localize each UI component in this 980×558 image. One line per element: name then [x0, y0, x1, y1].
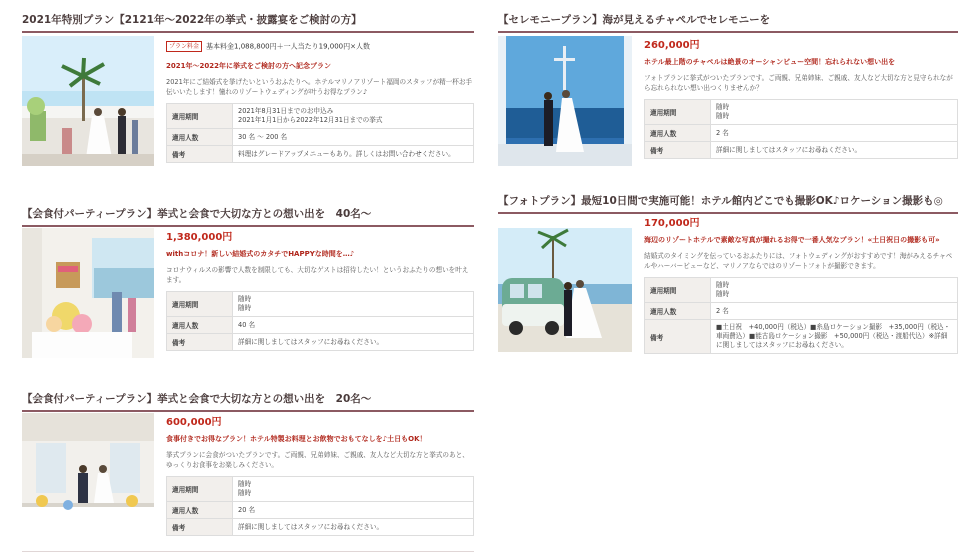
plan-photo-chapel[interactable] — [498, 36, 632, 166]
fee-line — [166, 36, 474, 55]
plan-lead: 海辺のリゾートホテルで素敵な写真が撮れるお得で一番人気なプラン！«土日祝日の撮影も可» — [644, 236, 940, 244]
spec-row-notes — [167, 146, 474, 163]
spec-label: 適用期間 — [167, 104, 233, 129]
plan-card-special-2021 — [22, 12, 474, 33]
spec-label: 適用期間 — [167, 477, 233, 502]
spec-label: 適用人数 — [167, 502, 233, 519]
plan-photo-terrace-wedding[interactable] — [22, 36, 154, 166]
plan-info — [166, 413, 474, 536]
plan-photo-party-table[interactable] — [22, 228, 154, 358]
plan-lead: 2021年〜2022年に挙式をご検討の方へ記念プラン — [166, 62, 331, 70]
spec-row-notes — [645, 320, 958, 354]
plan-price: 1,380,000円 — [166, 232, 233, 243]
spec-label: 適用人数 — [645, 125, 711, 142]
spec-row-guests — [645, 125, 958, 142]
spec-value: 随時 随時 — [233, 477, 474, 502]
spec-label: 適用人数 — [167, 317, 233, 334]
spec-row-period — [167, 292, 474, 317]
spec-value: 2 名 — [711, 303, 958, 320]
plan-spec-table — [166, 103, 474, 163]
plan-photo-vintage-van[interactable] — [498, 228, 632, 352]
spec-label: 備考 — [645, 142, 711, 159]
spec-row-period — [645, 100, 958, 125]
spec-row-notes — [167, 334, 474, 351]
fee-badge: プラン料金 — [166, 41, 202, 52]
plan-title[interactable]: 2021年特別プラン【2121年〜2022年の挙式・披露宴をご検討の方】 — [22, 12, 474, 33]
spec-row-guests — [167, 502, 474, 519]
spec-value: 詳細に関しましてはスタッフにお尋ねください。 — [233, 519, 474, 536]
spec-label: 備考 — [167, 334, 233, 351]
spec-row-period — [167, 104, 474, 129]
fee-text: 基本料金1,088,800円＋一人当たり19,000円×人数 — [206, 42, 370, 51]
plan-info — [166, 36, 474, 163]
plan-price: 260,000円 — [644, 40, 700, 51]
chapel-image — [498, 36, 632, 166]
plan-card-party-40 — [22, 206, 474, 227]
spec-value: 随時 随時 — [233, 292, 474, 317]
spec-row-notes — [645, 142, 958, 159]
spec-value: 詳細に関しましてはスタッフにお尋ねください。 — [233, 334, 474, 351]
spec-label: 備考 — [645, 320, 711, 354]
spec-value: 2021年8月31日までのお申込み 2021年1月1日から2022年12月31日までの挙式 — [233, 104, 474, 129]
vintage-van-image — [498, 228, 632, 352]
party-table-image — [22, 228, 154, 358]
plan-photo-banquet-hall[interactable] — [22, 413, 154, 543]
spec-value: 30 名 〜 200 名 — [233, 129, 474, 146]
spec-row-period — [167, 477, 474, 502]
plan-lead: 食事付きでお得なプラン！ホテル特製お料理とお飲物でおもてなしを♪土日もOK！ — [166, 435, 427, 443]
spec-row-guests — [167, 317, 474, 334]
spec-value: 料理はグレードアップメニューもあり。詳しくはお問い合わせください。 — [233, 146, 474, 163]
plan-title[interactable]: 【会食付パーティープラン】挙式と会食で大切な方との想い出を 20名〜 — [22, 391, 474, 412]
bottom-divider — [22, 551, 474, 552]
spec-value: 2 名 — [711, 125, 958, 142]
plan-card-party-20 — [22, 391, 474, 412]
plan-info — [644, 214, 958, 354]
terrace-wedding-image — [22, 36, 154, 166]
plan-lead: withコロナ！新しい結婚式のカタチでHAPPYな時間を…♪ — [166, 250, 355, 258]
spec-row-guests — [645, 303, 958, 320]
plan-price: 170,000円 — [644, 218, 700, 229]
plan-spec-table — [166, 476, 474, 536]
spec-value: 40 名 — [233, 317, 474, 334]
spec-label: 適用人数 — [645, 303, 711, 320]
spec-label: 適用人数 — [167, 129, 233, 146]
plan-card-photo — [498, 193, 958, 214]
plan-title[interactable]: 【会食付パーティープラン】挙式と会食で大切な方との想い出を 40名〜 — [22, 206, 474, 227]
plan-spec-table — [644, 277, 958, 354]
spec-value: 随時 随時 — [711, 278, 958, 303]
plan-description: フォトプランに挙式がついたプランです。ご両親、兄弟姉妹、ご親戚、友人など大切な方と見守られながら忘れられない想い出つくりませんか？ — [644, 74, 953, 92]
spec-row-notes — [167, 519, 474, 536]
plan-spec-table — [166, 291, 474, 351]
plan-price: 600,000円 — [166, 417, 222, 428]
spec-value: 詳細に関しましてはスタッフにお尋ねください。 — [711, 142, 958, 159]
spec-label: 備考 — [167, 146, 233, 163]
plan-info — [166, 228, 474, 351]
spec-label: 適用期間 — [167, 292, 233, 317]
spec-label: 適用期間 — [645, 100, 711, 125]
plan-spec-table — [644, 99, 958, 159]
plan-description: 挙式プランに会食がついたプランです。ご両親、兄弟姉妹、ご親戚、友人など大切な方と挙式のあと、ゆっくりお食事をお楽しみください。 — [166, 451, 469, 469]
plan-title[interactable]: 【フォトプラン】最短10日間で実施可能！ホテル館内どこでも撮影OK♪ロケーション撮影も◎ — [498, 193, 958, 214]
plan-description: 結婚式のタイミングを伝っているおふたりには、フォトウェディングがおすすめです！海がみえるチャペルやハーバービューなど、マリノアならではのリゾートフォトが撮影できます。 — [644, 252, 953, 270]
spec-row-guests — [167, 129, 474, 146]
spec-row-period — [645, 278, 958, 303]
spec-label: 備考 — [167, 519, 233, 536]
plan-card-ceremony — [498, 12, 958, 33]
plan-description: 2021年にご結婚式を挙げたいというおふたりへ。ホテルマリノアリゾート福岡のスタッフが精一杯お手伝いいたします！憧れのリゾートウェディングが叶うお得なプラン♪ — [166, 78, 473, 96]
spec-label: 適用期間 — [645, 278, 711, 303]
spec-value: 20 名 — [233, 502, 474, 519]
spec-value: 随時 随時 — [711, 100, 958, 125]
spec-value: ■土日祝 +40,000円（税込）■糸島ロケーション撮影 +35,000円（税込・車両費込）■能古島ロケーション撮影 +50,000円（税込・渡船代込）※詳細に関しましてはスタッフにお尋ねください。 — [711, 320, 958, 354]
plan-title[interactable]: 【セレモニープラン】海が見えるチャペルでセレモニーを — [498, 12, 958, 33]
banquet-hall-image — [22, 413, 154, 543]
plan-description: コロナウィルスの影響で人数を制限しても、大切なゲストは招待したい！というおふたりの想いを叶えます。 — [166, 266, 469, 284]
plan-lead: ホテル最上階のチャペルは絶景のオーシャンビュー空間！忘れられない想い出を — [644, 58, 896, 66]
plan-info — [644, 36, 958, 159]
